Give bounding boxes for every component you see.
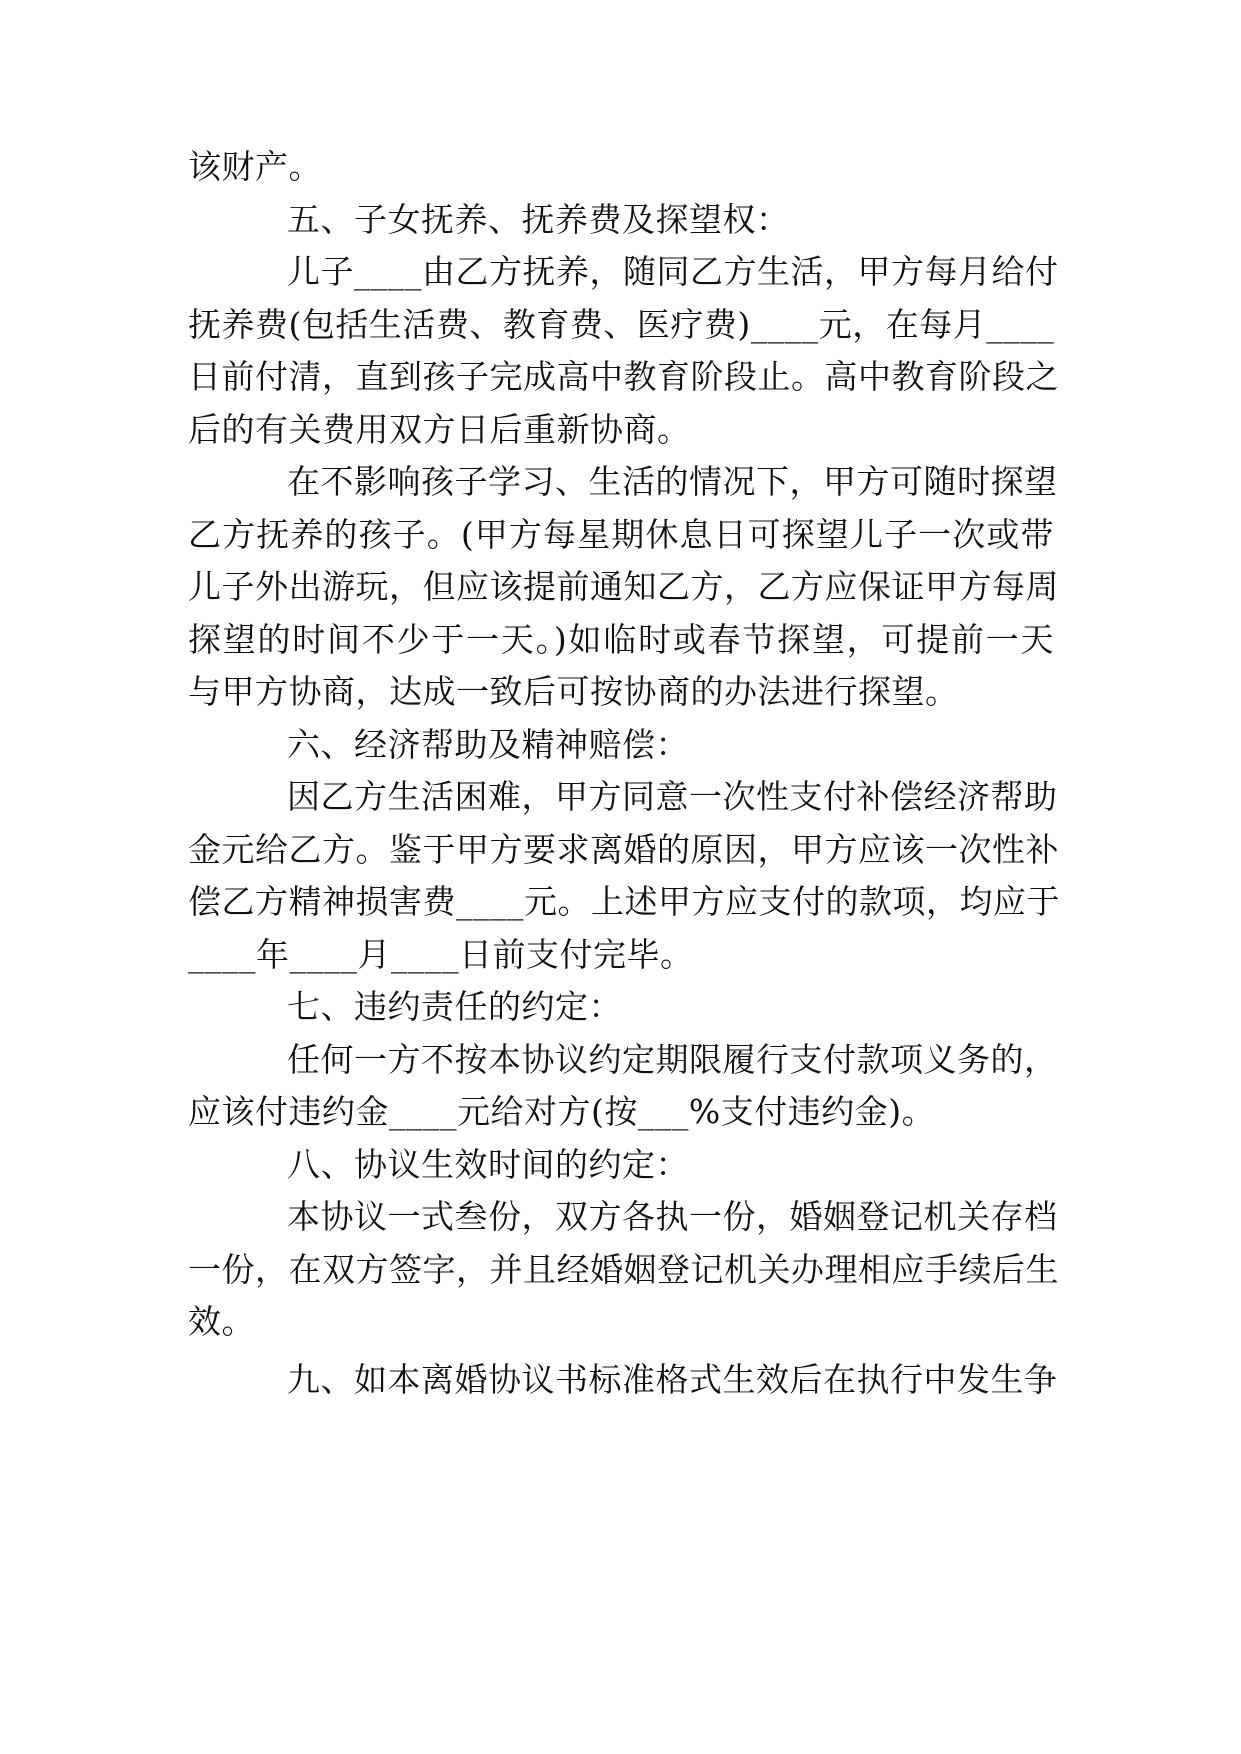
section-heading-8: 八、协议生效时间的约定： <box>287 1145 689 1184</box>
text-line: 在不影响孩子学习、生活的情况下，甲方可随时探望 <box>287 462 1058 501</box>
text-line: 应该付违约金____元给对方(按___%支付违约金)。 <box>188 1092 936 1131</box>
section-heading-7: 七、违约责任的约定： <box>287 987 622 1026</box>
text-line: 抚养费(包括生活费、教育费、医疗费)____元，在每月____ <box>188 305 1055 344</box>
text-line: 后的有关费用双方日后重新协商。 <box>188 410 691 449</box>
text-line: 探望的时间不少于一天。)如临时或春节探望，可提前一天 <box>188 620 1054 659</box>
text-line: 该财产。 <box>188 147 322 186</box>
section-heading-5: 五、子女抚养、抚养费及探望权： <box>287 200 790 239</box>
text-line: 金元给乙方。鉴于甲方要求离婚的原因，甲方应该一次性补 <box>188 830 1059 869</box>
text-line: 因乙方生活困难，甲方同意一次性支付补偿经济帮助 <box>287 777 1058 816</box>
section-heading-9: 九、如本离婚协议书标准格式生效后在执行中发生争 <box>287 1360 1058 1399</box>
text-line: 儿子外出游玩，但应该提前通知乙方，乙方应保证甲方每周 <box>188 567 1059 606</box>
section-heading-6: 六、经济帮助及精神赔偿： <box>287 725 689 764</box>
text-line: 日前付清，直到孩子完成高中教育阶段止。高中教育阶段之 <box>188 357 1059 396</box>
text-line: 与甲方协商，达成一致后可按协商的办法进行探望。 <box>188 672 959 711</box>
text-line: 偿乙方精神损害费____元。上述甲方应支付的款项，均应于 <box>188 882 1060 921</box>
text-line: 乙方抚养的孩子。(甲方每星期休息日可探望儿子一次或带 <box>188 515 1054 554</box>
text-line: 本协议一式叁份，双方各执一份，婚姻登记机关存档 <box>287 1197 1058 1236</box>
text-line: ____年____月____日前支付完毕。 <box>188 935 694 974</box>
text-line: 儿子____由乙方抚养，随同乙方生活，甲方每月给付 <box>287 252 1059 291</box>
text-line: 效。 <box>188 1302 255 1341</box>
text-line: 一份，在双方签字，并且经婚姻登记机关办理相应手续后生 <box>188 1250 1059 1289</box>
text-line: 任何一方不按本协议约定期限履行支付款项义务的， <box>287 1040 1058 1079</box>
